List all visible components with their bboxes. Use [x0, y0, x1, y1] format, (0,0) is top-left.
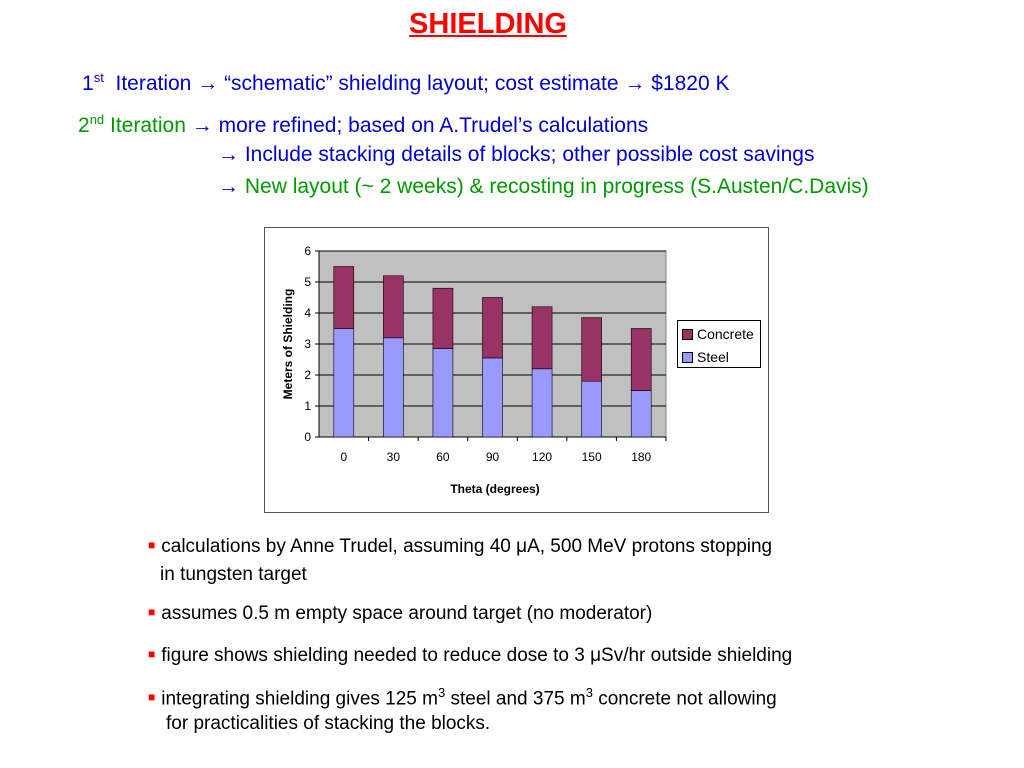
legend-label-steel: Steel: [697, 349, 729, 365]
list-item: [148, 685, 777, 710]
superscript: 3: [585, 685, 593, 700]
first-iteration-text: “schematic” shielding layout; cost estimate: [224, 72, 619, 95]
bar-steel: [383, 338, 403, 437]
steel-swatch: [682, 352, 693, 363]
concrete-swatch: [682, 329, 693, 340]
list-item: [148, 536, 772, 558]
arrow-icon: →: [191, 114, 213, 137]
stacking-details-text: Include stacking details of blocks; other possible cost savings: [244, 143, 815, 166]
x-tick-label: 30: [386, 450, 401, 464]
first-iteration-cost: $1820 K: [651, 72, 730, 95]
bar-steel: [631, 391, 651, 438]
bar-concrete: [483, 298, 503, 358]
y-axis-label: Meters of Shielding: [281, 288, 295, 400]
list-item: [148, 603, 652, 625]
bar-steel: [532, 369, 552, 437]
x-tick-label: 120: [532, 450, 553, 464]
chart-svg: [265, 228, 768, 512]
new-layout-text: New layout (~ 2 weeks) & recosting in progress (S.Austen/C.Davis): [244, 175, 869, 198]
bullet-text-start: integrating shielding gives 125 m: [161, 688, 438, 710]
arrow-icon: →: [218, 175, 239, 198]
second-iteration-text: more refined; based on A.Trudel’s calculations: [218, 114, 649, 137]
bar-concrete: [582, 318, 602, 382]
page-title: SHIELDING: [409, 8, 567, 40]
x-tick-label: 60: [436, 450, 450, 464]
x-tick-label: 0: [340, 450, 348, 464]
x-tick-label: 180: [631, 450, 652, 464]
bullet-text-end: concrete not allowing: [592, 688, 777, 710]
arrow-icon: →: [624, 72, 646, 95]
bullet-icon: ■: [148, 647, 156, 661]
second-iteration-line-3: [218, 175, 869, 199]
first-iteration-number: 1: [82, 72, 94, 95]
y-axis-ticks: [304, 244, 319, 444]
first-iteration-line: [82, 70, 730, 96]
legend-label-concrete: Concrete: [697, 326, 754, 342]
x-tick-label: 90: [485, 450, 500, 464]
bar-steel: [433, 349, 453, 437]
y-tick-label: 6: [304, 244, 311, 258]
bar-steel: [483, 358, 503, 437]
second-iteration-label: Iteration: [110, 114, 186, 137]
bar-steel: [334, 329, 354, 438]
bullet-continuation: for practicalities of stacking the blocks.: [166, 713, 491, 734]
chart-legend: [677, 320, 761, 368]
bullet-text: calculations by Anne Trudel, assuming 40 μA, 500 MeV protons stopping: [161, 536, 773, 557]
first-iteration-sup: st: [93, 70, 104, 85]
bar-concrete: [433, 288, 453, 348]
second-iteration-sup: nd: [89, 112, 105, 127]
bullet-text: figure shows shielding needed to reduce dose to 3 μSv/hr outside shielding: [161, 645, 793, 666]
bar-concrete: [631, 329, 651, 391]
second-iteration-number: 2: [78, 114, 90, 137]
superscript: 3: [437, 685, 446, 700]
first-iteration-label: Iteration: [115, 72, 192, 95]
bar-concrete: [383, 276, 403, 338]
x-axis-label: Theta (degrees): [450, 482, 540, 496]
y-tick-label: 5: [304, 275, 311, 289]
bullet-text-mid: steel and 375 m: [445, 688, 586, 710]
bar-steel: [582, 381, 602, 437]
list-item: [148, 645, 792, 667]
bullet-icon: ■: [148, 538, 156, 552]
bullet-icon: ■: [148, 690, 156, 705]
bullet-text: assumes 0.5 m empty space around target (no moderator): [161, 603, 653, 624]
second-iteration-line-2: [218, 143, 814, 167]
bullet-icon: ■: [148, 605, 156, 619]
y-tick-label: 1: [304, 399, 311, 413]
bar-concrete: [334, 267, 354, 329]
x-axis-ticks: [340, 437, 666, 464]
arrow-icon: →: [197, 72, 219, 95]
y-tick-label: 4: [304, 306, 311, 320]
y-tick-label: 2: [304, 368, 311, 382]
y-tick-label: 3: [304, 337, 311, 351]
second-iteration-line: [78, 112, 648, 138]
x-tick-label: 150: [581, 450, 602, 464]
bullet-continuation: in tungsten target: [160, 564, 307, 585]
y-tick-label: 0: [304, 430, 311, 444]
shielding-chart: [264, 227, 769, 513]
arrow-icon: →: [218, 143, 239, 166]
bar-concrete: [532, 307, 552, 369]
